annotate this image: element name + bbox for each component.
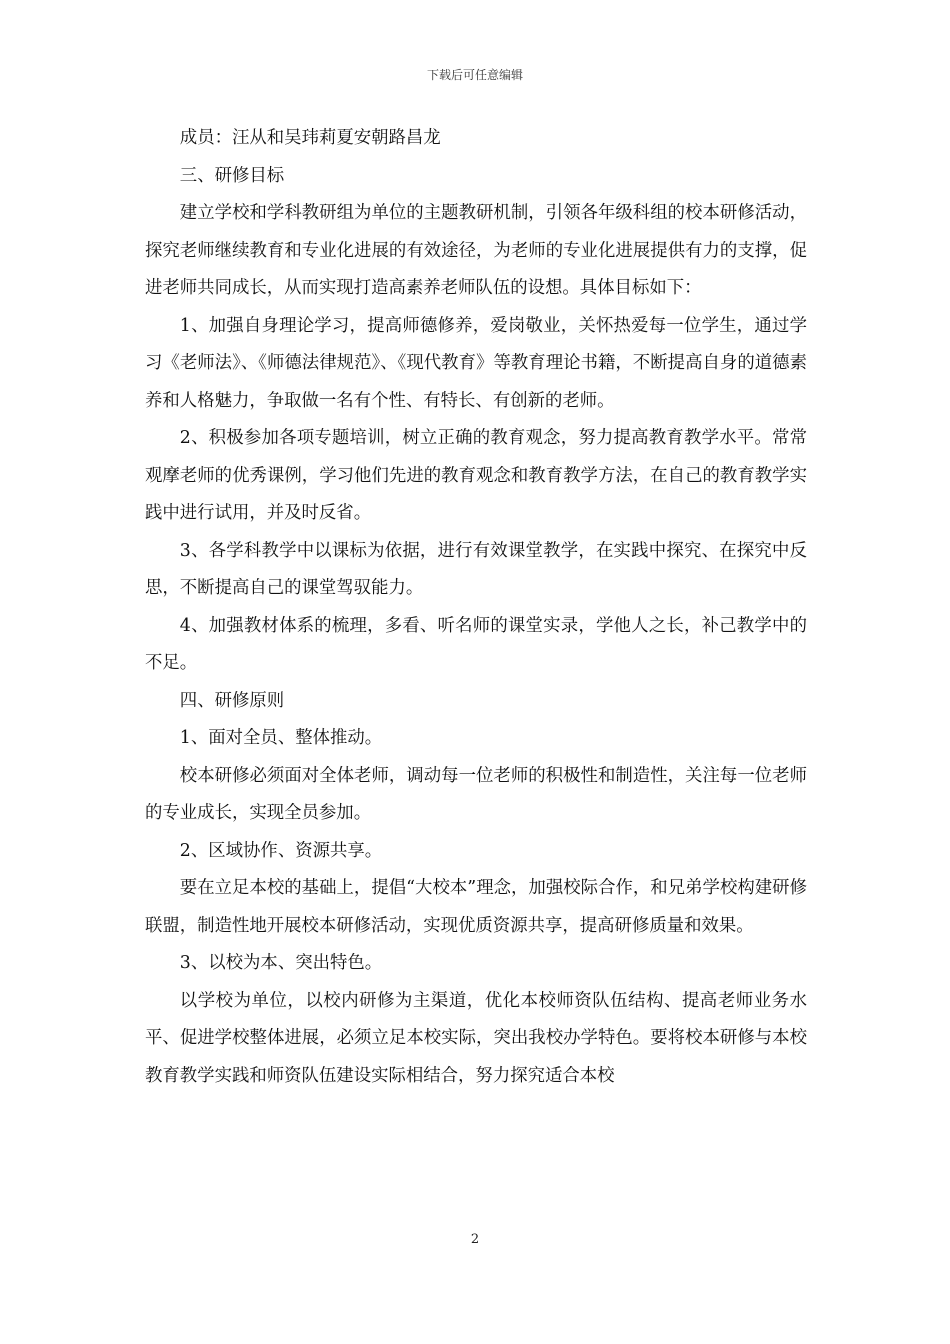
- list-item: 3、各学科教学中以课标为依据，进行有效课堂教学，在实践中探究、在探究中反思，不断提高自己的课堂驾驭能力。: [145, 540, 807, 598]
- paragraph: 校本研修必须面对全体老师，调动每一位老师的积极性和制造性，关注每一位老师的专业成长，实现全员参加。: [145, 765, 807, 823]
- paragraph: 要在立足本校的基础上，提倡“大校本”理念，加强校际合作，和兄弟学校构建研修联盟，制造性地开展校本研修活动，实现优质资源共享，提高研修质量和效果。: [145, 878, 807, 936]
- subheading: 2、区域协作、资源共享。: [179, 840, 383, 861]
- page-header: 下载后可任意编辑: [426, 68, 523, 82]
- paragraph: 以学校为单位，以校内研修为主渠道，优化本校师资队伍结构、提高老师业务水平、促进学校整体进展，必须立足本校实际，突出我校办学特色。要将校本研修与本校教育教学实践和师资队伍建设实际相结合，努力探究适合本校: [145, 990, 807, 1086]
- paragraph-members: 成员：汪从和吴玮莉夏安朝路昌龙: [179, 128, 441, 148]
- list-item: 2、积极参加各项专题培训，树立正确的教育观念，努力提高教育教学水平。常常观摩老师的优秀课例，学习他们先进的教育观念和教育教学方法，在自己的教育教学实践中进行试用，并及时反省。: [145, 428, 807, 523]
- list-item: 4、加强教材体系的梳理，多看、听名师的课堂实录，学他人之长，补己教学中的不足。: [145, 615, 807, 673]
- paragraph: 建立学校和学科教研组为单位的主题教研机制，引领各年级科组的校本研修活动，探究老师继续教育和专业化进展的有效途径，为老师的专业化进展提供有力的支撑，促进老师共同成长，从而实现打造高素养老师队伍的设想。具体目标如下：: [145, 203, 807, 298]
- section-heading-goals: 三、研修目标: [179, 165, 285, 186]
- page-number: 2: [470, 1232, 480, 1247]
- document-body: [145, 120, 807, 1095]
- list-item: 1、加强自身理论学习，提高师德修养，爱岗敬业，关怀热爱每一位学生，通过学习《老师法》、《师德法律规范》、《现代教育》等教育理论书籍，不断提高自身的道德素养和人格魅力，争取做一名有个性、有特长、有创新的老师。: [145, 315, 807, 411]
- subheading: 1、面对全员、整体推动。: [179, 728, 383, 748]
- section-heading-principles: 四、研修原则: [179, 690, 285, 711]
- subheading: 3、以校为本、突出特色。: [179, 953, 383, 973]
